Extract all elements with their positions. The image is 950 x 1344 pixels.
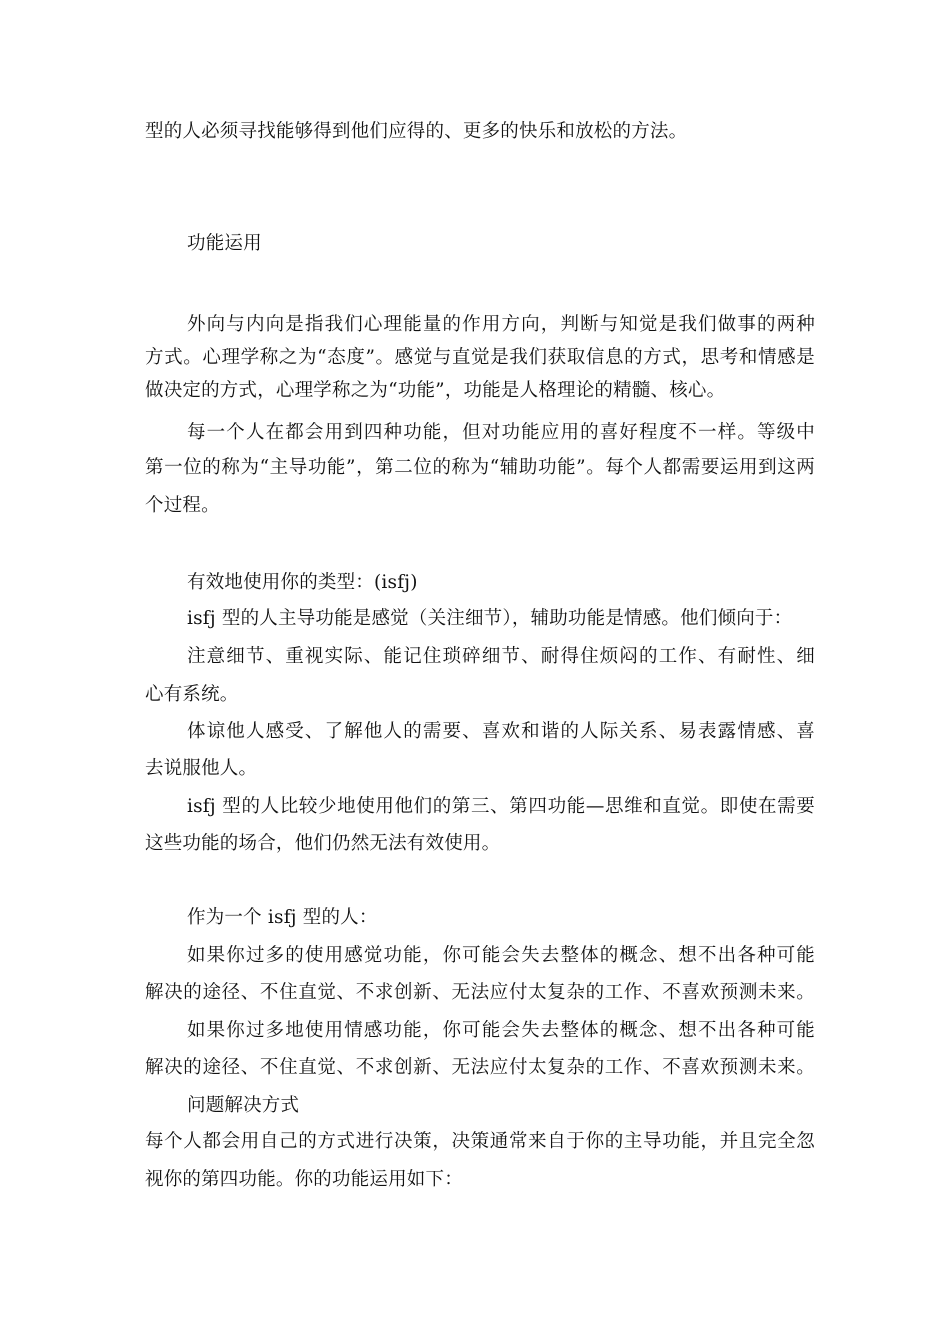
paragraph-line: 型的人必须寻找能够得到他们应得的、更多的快乐和放松的方法。 (145, 121, 688, 142)
section-heading: 有效地使用你的类型：(isfj) (187, 572, 418, 593)
paragraph-line: 个过程。 (145, 495, 220, 516)
paragraph-line: 体谅他人感受、了解他人的需要、喜欢和谐的人际关系、易表露情感、喜 (187, 721, 815, 742)
paragraph-line: 视你的第四功能。你的功能运用如下： (145, 1169, 463, 1190)
section-heading: 作为一个 isfj 型的人： (187, 907, 378, 928)
paragraph-line: 每个人都会用自己的方式进行决策，决策通常来自于你的主导功能，并且完全忽 (145, 1131, 815, 1152)
paragraph-line: 方式。心理学称之为“态度”。感觉与直觉是我们获取信息的方式，思考和情感是 (145, 347, 815, 368)
paragraph-line: isfj 型的人主导功能是感觉（关注细节），辅助功能是情感。他们倾向于： (187, 608, 793, 629)
paragraph-line: 解决的途径、不住直觉、不求创新、无法应付太复杂的工作、不喜欢预测未来。 (145, 1057, 815, 1078)
paragraph-line: 如果你过多地使用情感功能，你可能会失去整体的概念、想不出各种可能 (187, 1020, 815, 1041)
paragraph-line: 做决定的方式，心理学称之为“功能”，功能是人格理论的精髓、核心。 (145, 380, 726, 401)
paragraph-line: 每一个人在都会用到四种功能，但对功能应用的喜好程度不一样。等级中 (187, 422, 815, 443)
paragraph-line: 第一位的称为“主导功能”，第二位的称为“辅助功能”。每个人都需要运用到这两 (145, 457, 815, 478)
section-heading: 问题解决方式 (187, 1095, 300, 1116)
paragraph-line: 如果你过多的使用感觉功能，你可能会失去整体的概念、想不出各种可能 (187, 945, 815, 966)
paragraph-line: isfj 型的人比较少地使用他们的第三、第四功能—思维和直觉。即使在需要 (187, 796, 815, 817)
section-heading: 功能运用 (187, 233, 262, 254)
paragraph-line: 解决的途径、不住直觉、不求创新、无法应付太复杂的工作、不喜欢预测未来。 (145, 982, 815, 1003)
paragraph-line: 这些功能的场合，他们仍然无法有效使用。 (145, 833, 501, 854)
paragraph-line: 心有系统。 (145, 684, 239, 705)
paragraph-line: 去说服他人。 (145, 758, 258, 779)
paragraph-line: 注意细节、重视实际、能记住琐碎细节、耐得住烦闷的工作、有耐性、细 (187, 646, 815, 667)
paragraph-line: 外向与内向是指我们心理能量的作用方向，判断与知觉是我们做事的两种 (187, 314, 815, 335)
